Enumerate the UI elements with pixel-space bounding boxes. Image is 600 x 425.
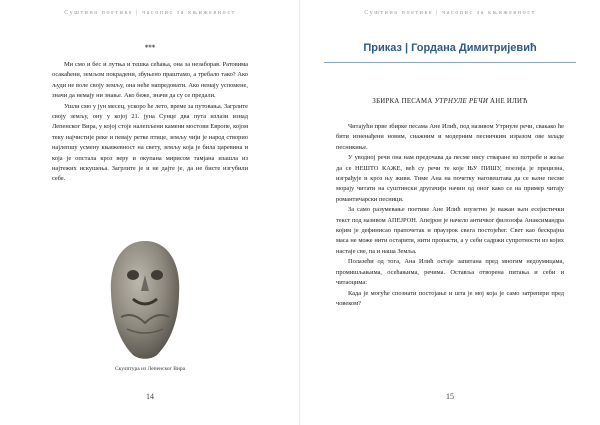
right-page	[300, 0, 600, 425]
page-number: 15	[446, 392, 454, 401]
page-number: 14	[146, 392, 154, 401]
running-head: Суштина поетике | часопис за књижевност	[364, 10, 536, 16]
paragraph: Читајући прве збирке песама Ане Илић, под називом Утрнуле речи, свакако ће бити изненађени новим, снажним и модерним песничким изразом ове младе песникиње.	[336, 123, 564, 151]
figure-caption: Скулптура из Лепенског Вира	[114, 366, 186, 372]
paragraph: У уводној речи она нам предочава да песме нису стваране из потребе и жеље да се НЕШТО КАЖЕ, већ су речи те које ЊУ ПИШУ, поезија је прецизна, изграђује и кроз њу живи. Тиме Ана на почетку наговештава да се њене песме морају читати на суштински другачији начин од оног како се на пример читају романтичарски песници.	[336, 154, 564, 203]
article-subtitle	[320, 98, 580, 105]
left-body-text	[52, 60, 248, 185]
paragraph: Полазећи од тога, Ана Илић остаје запитана пред многим недоумицама, промишљањима, осећањима, речима. Оставља отворена питања и себи и читаоцима:	[336, 258, 564, 287]
subtitle-book-title: УТРНУЛЕ РЕЧИ	[434, 98, 489, 105]
article-title: Приказ | Гордана Димитријевић	[363, 42, 537, 54]
right-body-text	[336, 122, 564, 309]
paragraph: Ушли смо у јун месец, ускоро ће лето, време за путовања. Загрлите своју земљу, ону у којој 21. јуна Сунце два пута излази изнад Лепенског Вира, у којој стоје налепљени камени мостови Европе, којом теку најчистије реке и певају ретке птице, земљу чији је народ створио најлепшу усмену књижевност на свету, земљу која је била царевина и која је опстала кроз веру и окупана мирисом тамјана изашла из најтежих искушења. Загрлите је и не дајте је, да не бисте изгубили себе.	[52, 102, 248, 183]
title-rule	[324, 62, 576, 63]
paragraph: За само разумевање поетике Ане Илић изузетно је важан њен есејистички текст под називом АПЕЈРОН. Апејрон је начело античког филозофа Анаксимандра којим је дефинисао прапочетак и праузрок свега постојећег. Свет као бескрајна маса не може нити остарити, нити пропасти, а у себи садржи супротности из којих настаје све, па и наша Земља.	[336, 206, 564, 255]
sculpture-photo	[103, 237, 187, 362]
running-head: Суштина поетике | часопис за књижевност	[64, 10, 236, 16]
sculpture-eye-left	[127, 270, 139, 280]
section-separator: ***	[144, 44, 156, 52]
subtitle-prefix: ЗБИРКА ПЕСАМА	[372, 98, 435, 105]
sculpture-eye-right	[151, 270, 163, 280]
paragraph: Ми смо и бес и лутња и тешка сећања, она за незаборав. Ратовима осакаћени, земљом покрадени, збуњено праштамо, а требало тако? Ако људи не воле своју земљу, она неће напредовати. Ако немају успомене, значи да немају ни знање. Ако беже, значи да су се предали.	[52, 61, 248, 100]
stone-body	[111, 241, 179, 359]
subtitle-suffix: АНЕ ИЛИЋ	[488, 98, 528, 105]
paragraph: Када је могуће спознати постојање и шта је мој која је само затрепери пред човеком?	[336, 289, 564, 307]
